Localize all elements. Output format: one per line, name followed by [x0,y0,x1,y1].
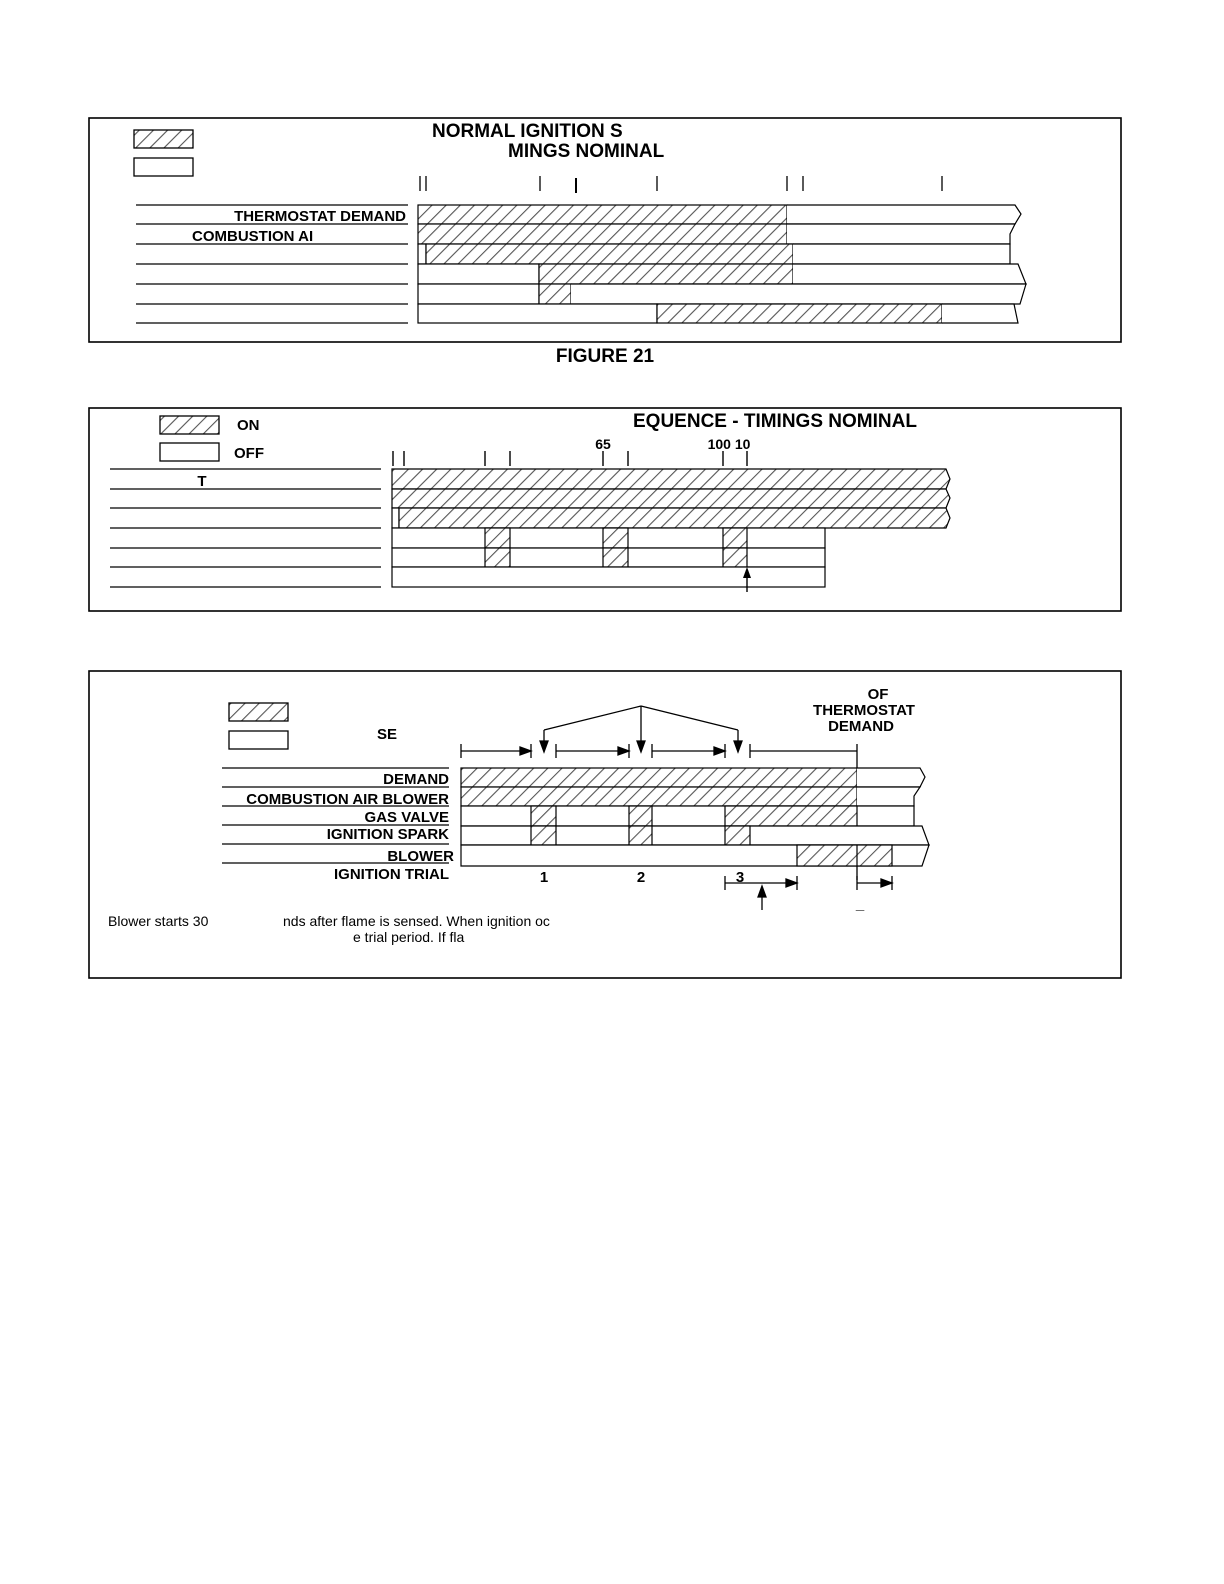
fig3-note-b: nds after flame is sensed. When ignition oc [283,913,550,929]
fig3-row-gas-valve: GAS VALVE [364,809,449,826]
fig2-timing-bars [392,469,950,587]
legend-off-swatch [134,158,193,176]
legend-off-label: OFF [234,445,264,462]
fig3-end-label-3: DEMAND [828,718,894,735]
fig2-tick-100: 100 10 [707,436,751,452]
fig1-title-line1: NORMAL IGNITION S [432,121,623,142]
legend-on-label: ON [237,417,260,434]
fig1-row-thermostat-demand: THERMOSTAT DEMAND [234,208,406,225]
fig2-time-ticks [393,451,747,466]
fig3-row-demand: DEMAND [383,771,449,788]
fig2-row-t: T [197,473,207,490]
fig3-row-combustion-air-blower: COMBUSTION AIR BLOWER [246,791,449,808]
fig1-row-combustion-air: COMBUSTION AI [192,228,314,245]
figure-2-panel [89,408,1121,611]
fig1-time-ticks [420,176,942,193]
fig3-end-label-1: OF [867,686,889,703]
fig3-row-blower: BLOWER [387,848,454,865]
figure-21-panel [89,118,1121,342]
fig3-trial-3: 3 [735,869,745,886]
fig3-retry-pointers [540,706,742,752]
legend-on-swatch-2 [160,416,219,434]
fig1-title-line2: MINGS NOMINAL [508,141,665,162]
fig3-flame-sense-markers [725,876,892,910]
fig3-timing-bars [461,768,929,866]
fig3-row-ignition-spark: IGNITION SPARK [326,826,449,843]
figure-3-panel [89,671,1121,978]
legend-on-swatch [134,130,193,148]
fig1-timing-bars [418,205,1026,323]
legend-off-swatch-2 [160,443,219,461]
fig3-row-ignition-trial: IGNITION TRIAL [334,866,449,883]
legend-on-swatch-3 [229,703,288,721]
legend-off-swatch-3 [229,731,288,749]
fig3-header: SE [377,726,398,743]
fig2-tick-65: 65 [595,436,611,452]
fig3-note-a: Blower starts 30 [108,913,209,929]
fig3-trial-2: 2 [636,869,646,886]
fig3-note-c: e trial period. If fla [353,929,465,945]
fig3-dash: _ [855,896,865,913]
figure-21-caption: FIGURE 21 [555,346,655,367]
fig3-end-label-2: THERMOSTAT [813,702,915,719]
fig2-title: EQUENCE - TIMINGS NOMINAL [633,411,917,432]
fig3-trial-1: 1 [539,869,549,886]
